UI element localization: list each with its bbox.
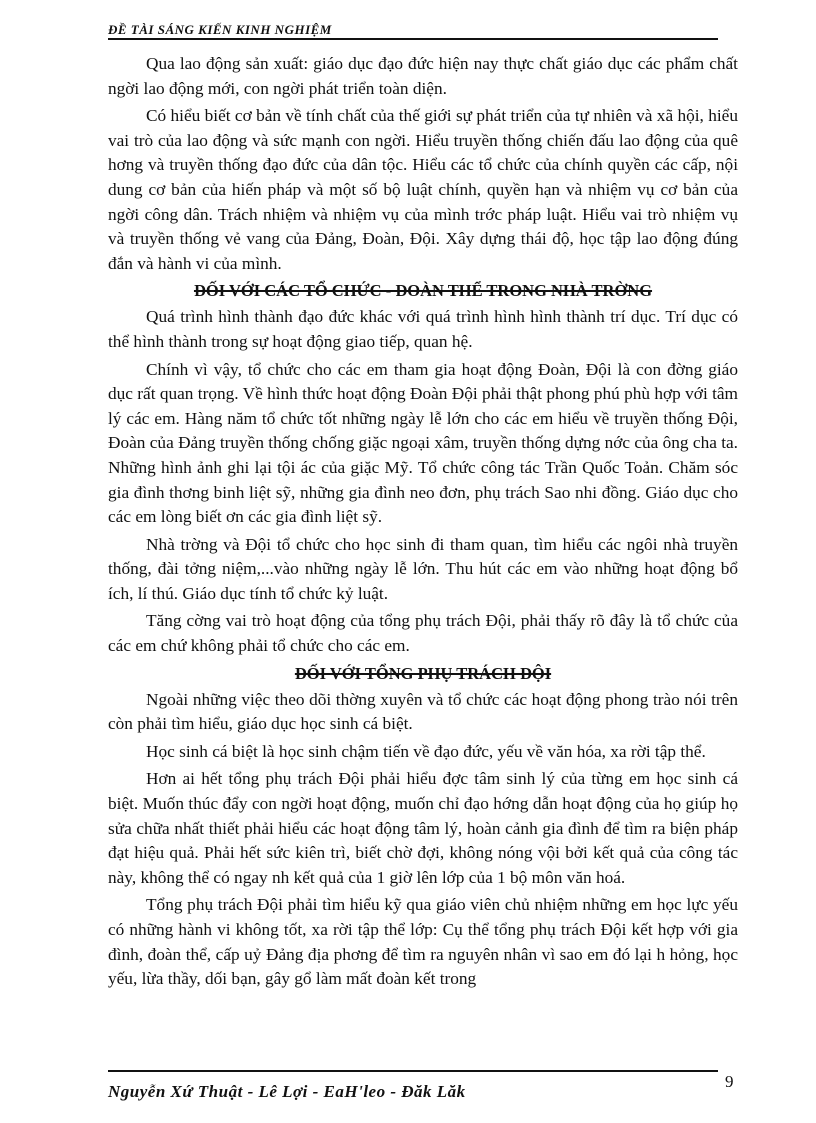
header-title: ĐỀ TÀI SÁNG KIẾN KINH NGHIỆM bbox=[108, 22, 332, 37]
page-header bbox=[108, 22, 718, 44]
section-heading: ĐỐI VỚI CÁC TỔ CHỨC - ĐOÀN THỂ TRONG NHÀ TRỜNG bbox=[193, 281, 653, 301]
section-heading: ĐỐI VỚI TỔNG PHỤ TRÁCH ĐỘI bbox=[294, 663, 552, 683]
paragraph: Chính vì vậy, tổ chức cho các em tham gia hoạt động Đoàn, Đội là con đờng giáo dục rất quan trọng. Về hình thức hoạt động Đoàn Đội phải thật phong phú phù hợp với tâm lý các em. Hàng năm tổ chức tốt những ngày lễ lớn cho các em hiểu về truyền thống Đội, Đoàn của Đảng truyền thống chống giặc ngoại xâm, truyền thống dựng nớc của ông cha ta. Những hình ảnh ghi lại tội ác của giặc Mỹ. Tổ chức công tác Trần Quốc Toản. Chăm sóc gia đình thơng binh liệt sỹ, những gia đình neo đơn, phụ trách Sao nhi đồng. Giáo dục cho các em lòng biết ơn các gia đình liệt sỹ. bbox=[108, 359, 738, 527]
page-footer bbox=[108, 1070, 738, 1110]
header-rule bbox=[108, 38, 718, 40]
paragraph: Học sinh cá biệt là học sinh chậm tiến về đạo đức, yếu về văn hóa, xa rời tập thể. bbox=[146, 741, 706, 761]
paragraph: Qua lao động sản xuất: giáo dục đạo đức hiện nay thực chất giáo dục các phẩm chất ngời lao động mới, con ngời phát triển toàn diện. bbox=[108, 54, 738, 98]
paragraph: Có hiểu biết cơ bản về tính chất của thế giới sự phát triển của tự nhiên và xã hội, hiểu vai trò của lao động và sức mạnh con ngời. Hiểu truyền thống chiến đấu lao động của quê hơng và truyền thống đạo đức của dân tộc. Hiểu các tổ chức của chính quyền các cấp, nội dung cơ bản của hiến pháp và một số bộ luật chính, quyền hạn và nhiệm vụ cơ bản của ngời công dân. Trách nhiệm và nhiệm vụ của mình trớc pháp luật. Hiểu vai trò nhiệm vụ và truyền thống vẻ vang của Đảng, Đoàn, Đội. Xây dựng thái độ, học tập lao động đúng đắn và hành vi của mình. bbox=[108, 106, 738, 273]
paragraph: Hơn ai hết tổng phụ trách Đội phải hiểu đợc tâm sinh lý của từng em học sinh cá biệt. Muốn thúc đẩy con ngời hoạt động, muốn chỉ đạo hớng dẫn hoạt động của họ giúp họ sửa chữa nhất thiết phải hiểu các hoạt động tâm lý, hoàn cảnh gia đình để tìm ra biện pháp đạt hiệu quả. Phải hết sức kiên trì, biết chờ đợi, không nóng vội bởi kết quả của công tác này, không thể có ngay nh kết quả của 1 giờ lên lớp của 1 bộ môn văn hoá. bbox=[108, 769, 738, 887]
paragraph: Quá trình hình thành đạo đức khác với quá trình hình hình thành trí dục. Trí dục có thể hình thành trong sự hoạt động giao tiếp, quan hệ. bbox=[108, 307, 738, 351]
footer-rule bbox=[108, 1070, 718, 1072]
page-number: 9 bbox=[725, 1072, 734, 1091]
footer-author: Nguyễn Xứ Thuật - Lê Lợi - EaH'leo - Đăk Lăk bbox=[108, 1082, 466, 1101]
paragraph: Ngoài những việc theo dõi thờng xuyên và tổ chức các hoạt động phong trào nói trên còn phải tìm hiểu, giáo dục học sinh cá biệt. bbox=[108, 689, 738, 734]
paragraph: Tăng cờng vai trò hoạt động của tổng phụ trách Đội, phải thấy rõ đây là tổ chức của các em chứ không phải tổ chức cho các em. bbox=[108, 611, 738, 656]
paragraph: Tổng phụ trách Đội phải tìm hiểu kỹ qua giáo viên chủ nhiệm những em học lực yếu có những hành vi không tốt, xa rời tập thể lớp: Cụ thể tổng phụ trách Đội kết hợp với gia đình, đoàn thể, cấp uỷ Đảng địa phơng để tìm ra nguyên nhân vì sao em đó lại h hỏng, học yếu, lừa thầy, dối bạn, gây gổ làm mất đoàn kết trong bbox=[108, 895, 738, 989]
paragraph: Nhà trờng và Đội tổ chức cho học sinh đi tham quan, tìm hiểu các ngôi nhà truyền thống, đài tởng niệm,...vào những ngày lễ lớn. Thu hút các em vào những hoạt động bổ ích, lí thú. Giáo dục tính tổ chức kỷ luật. bbox=[108, 534, 738, 603]
body-text bbox=[108, 52, 738, 992]
